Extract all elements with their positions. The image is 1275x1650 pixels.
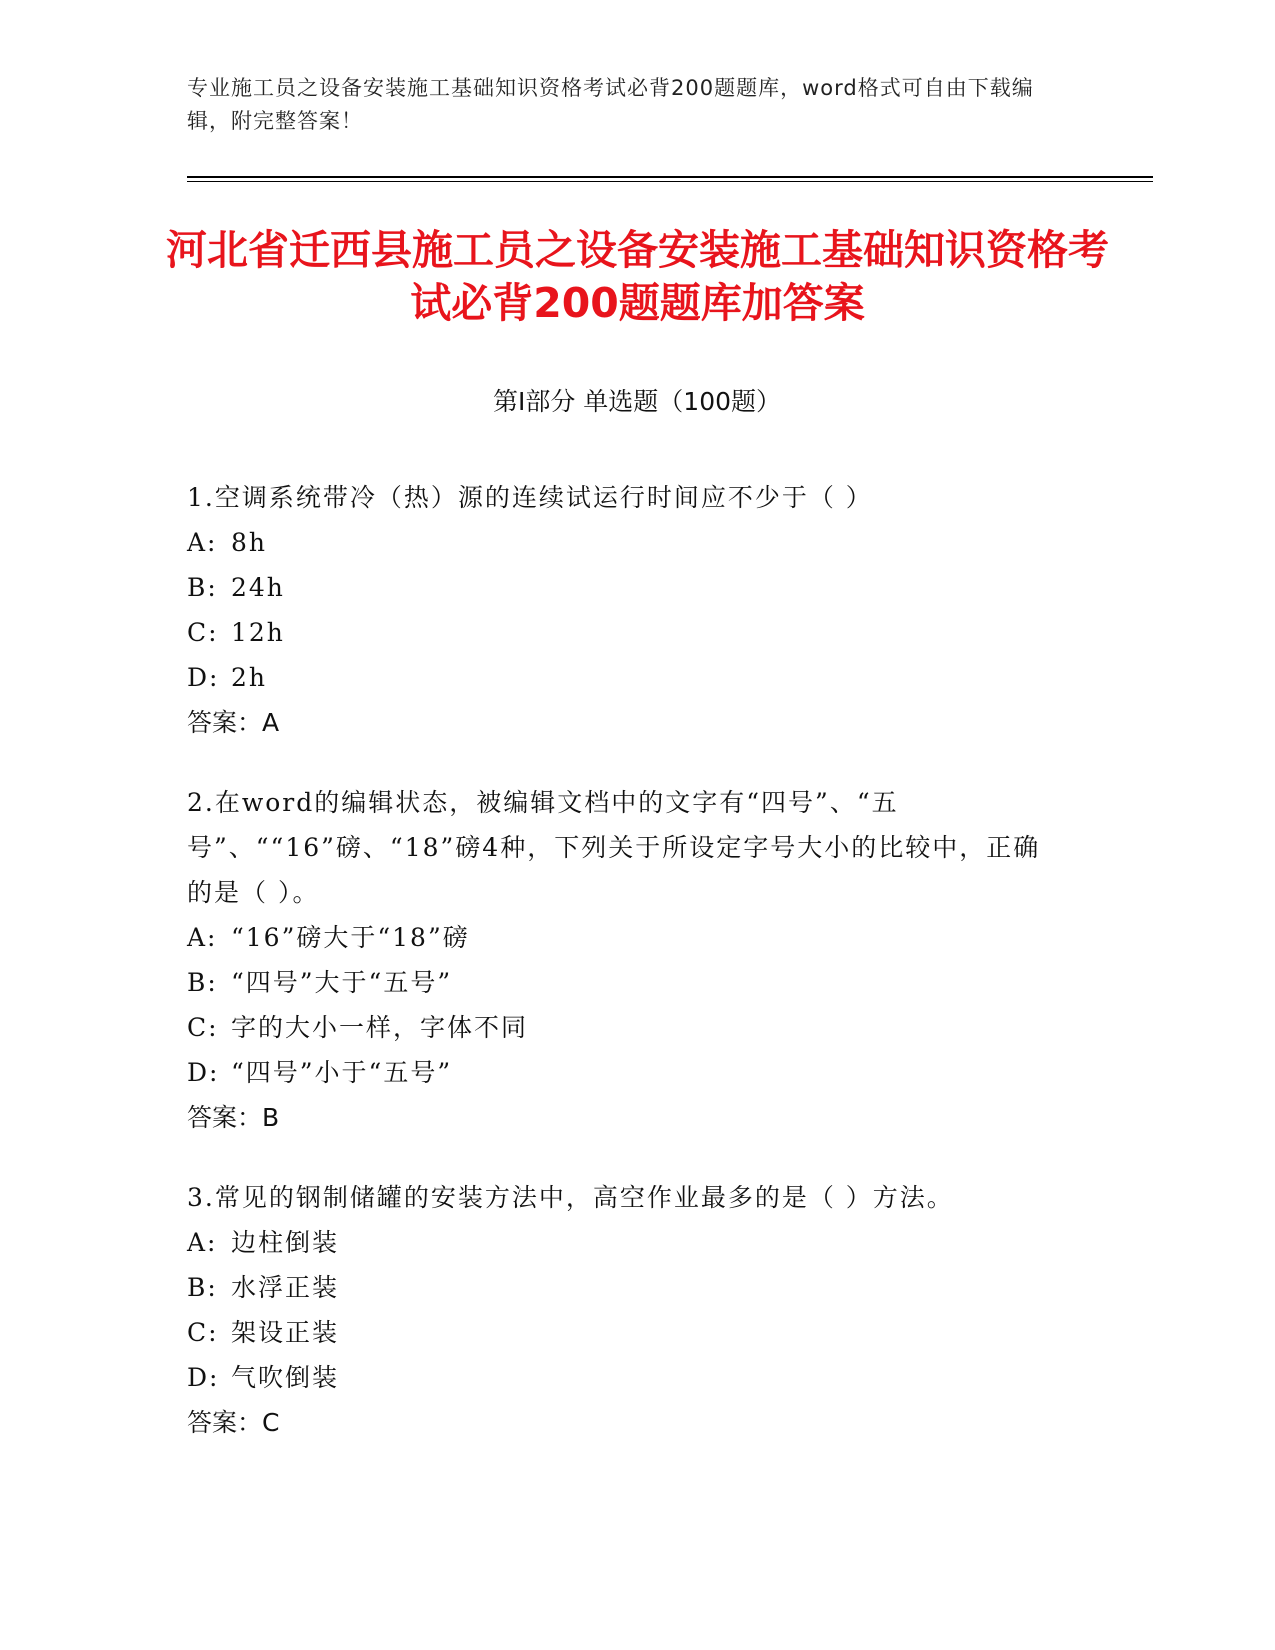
option-text: 字的大小一样，字体不同 <box>231 1013 529 1042</box>
option-text: 2h <box>231 663 268 692</box>
section-title: 第Ⅰ部分 单选题（100题） <box>492 387 782 416</box>
option-text: 气吹倒装 <box>231 1363 340 1392</box>
option-letter: B: <box>187 573 218 602</box>
question-answer: 答案：A <box>187 708 280 737</box>
question-option-a <box>187 915 1067 960</box>
question-option-b <box>187 1265 1067 1310</box>
question-option-d <box>187 655 1067 700</box>
question-option-d <box>187 1355 1067 1400</box>
option-text: 12h <box>231 618 285 647</box>
question-list <box>187 475 1067 1480</box>
option-text: 架设正装 <box>231 1318 340 1347</box>
option-text: “四号”小于“五号” <box>231 1058 453 1087</box>
option-letter: C: <box>187 618 219 647</box>
option-text: 24h <box>231 573 285 602</box>
option-letter: A: <box>187 528 218 557</box>
option-letter: C: <box>187 1013 219 1042</box>
option-letter: B: <box>187 968 218 997</box>
option-text: 水浮正装 <box>231 1273 340 1302</box>
question-option-b <box>187 960 1067 1005</box>
question-2 <box>187 780 1067 1140</box>
question-option-c <box>187 1005 1067 1050</box>
question-stem: 3.常见的钢制储罐的安装方法中，高空作业最多的是（ ）方法。 <box>187 1183 954 1212</box>
option-letter: B: <box>187 1273 218 1302</box>
option-letter: D: <box>187 663 220 692</box>
option-letter: A: <box>187 923 218 952</box>
question-answer: 答案：C <box>187 1408 280 1437</box>
question-stem: 1.空调系统带冷（热）源的连续试运行时间应不少于（ ） <box>187 483 873 512</box>
option-letter: A: <box>187 1228 218 1257</box>
question-option-c <box>187 610 1067 655</box>
question-1 <box>187 475 1067 745</box>
question-option-a <box>187 520 1067 565</box>
question-answer: 答案：B <box>187 1103 280 1132</box>
option-text: 8h <box>231 528 268 557</box>
question-option-a <box>187 1220 1067 1265</box>
header-note: 专业施工员之设备安装施工基础知识资格考试必背200题题库，word格式可自由下载编辑，附完整答案！ <box>187 76 1034 133</box>
document-title: 河北省迁西县施工员之设备安装施工基础知识资格考试必背200题题库加答案 <box>166 226 1109 327</box>
question-option-c <box>187 1310 1067 1355</box>
option-letter: C: <box>187 1318 219 1347</box>
option-text: “四号”大于“五号” <box>231 968 453 997</box>
option-text: “16”磅大于“18”磅 <box>231 923 470 952</box>
option-letter: D: <box>187 1058 220 1087</box>
question-option-d <box>187 1050 1067 1095</box>
option-letter: D: <box>187 1363 220 1392</box>
header-rule-thick <box>187 176 1153 178</box>
option-text: 边柱倒装 <box>231 1228 340 1257</box>
question-stem: 2.在word的编辑状态，被编辑文档中的文字有“四号”、“五号”、““16”磅、“18”磅4种，下列关于所设定字号大小的比较中，正确的是（ ）。 <box>187 788 1041 907</box>
question-option-b <box>187 565 1067 610</box>
question-3 <box>187 1175 1067 1445</box>
header-rule-thin <box>187 181 1153 182</box>
